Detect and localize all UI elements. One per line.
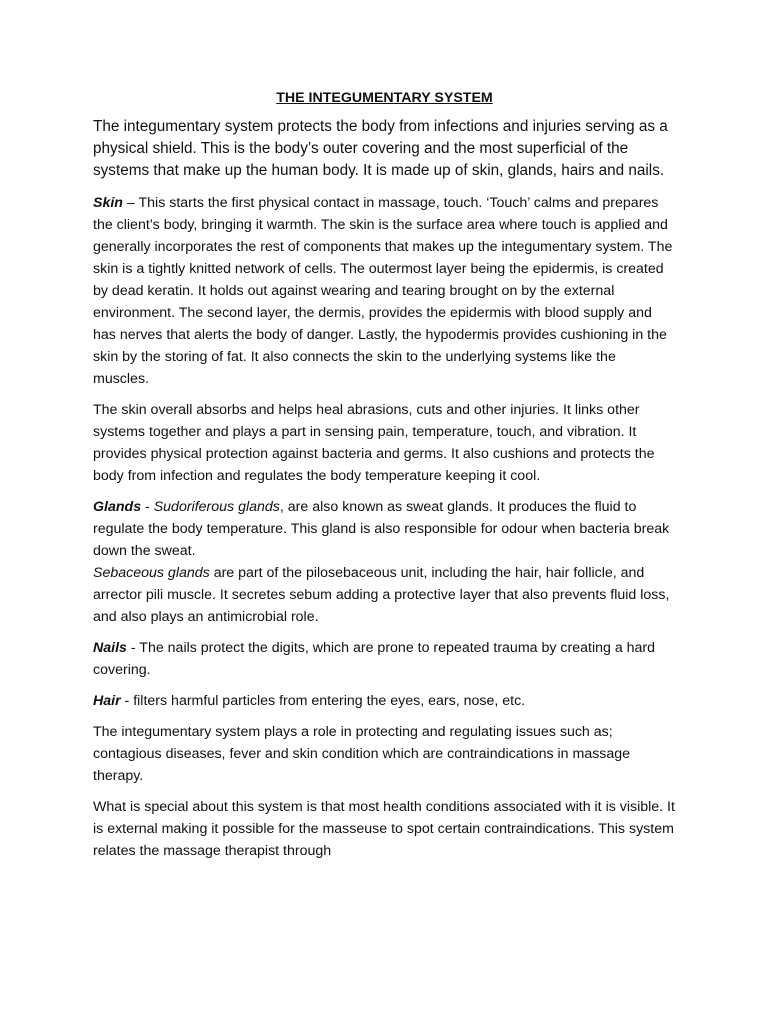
hair-term: Hair xyxy=(93,692,121,709)
sebaceous-term: Sebaceous glands xyxy=(93,564,210,581)
sebaceous-paragraph xyxy=(93,562,675,628)
glands-text: , are also known as sweat glands. It produces the fluid to regulate the body temperature. This gland is also responsible for odour when bacteria break down the sweat. xyxy=(93,498,670,559)
document-page xyxy=(93,88,675,871)
intro-paragraph: The integumentary system protects the body from infections and injuries serving as a physical shield. This is the body’s outer covering and the most superficial of the systems that make up the human body. It is made up of skin, glands, hairs and nails. xyxy=(93,118,668,180)
skin-text: – This starts the first physical contact in massage, touch. ‘Touch’ calms and prepares the client’s body, bringing it warmth. The skin is the surface area where touch is applied and generally incorporates the rest of components that makes up the integumentary system. The skin is a tightly knitted network of cells. The outermost layer being the epidermis, is created by dead keratin. It holds out against wearing and tearing brought on by the external environment. The second layer, the dermis, provides the epidermis with blood supply and has nerves that alerts the body of danger. Lastly, the hypodermis provides cushioning in the skin by the storing of fat. It also connects the skin to the underlying systems like the muscles. xyxy=(93,194,673,387)
nails-text: - The nails protect the digits, which are prone to repeated trauma by creating a hard covering. xyxy=(93,639,656,678)
hair-text: - filters harmful particles from entering the eyes, ears, nose, etc. xyxy=(120,692,526,709)
glands-paragraph xyxy=(93,496,675,562)
document-title: THE INTEGUMENTARY SYSTEM xyxy=(276,90,493,106)
skin-paragraph xyxy=(93,192,675,390)
special-paragraph: What is special about this system is that most health conditions associated with it is visible. It is external making it possible for the masseuse to spot certain contraindications. This system relates the massage therapist through xyxy=(93,798,675,859)
hair-paragraph xyxy=(93,690,675,712)
sebaceous-text: are part of the pilosebaceous unit, including the hair, hair follicle, and arrector pili muscle. It secretes sebum adding a protective layer that also prevents fluid loss, and also plays an antimicrobial role. xyxy=(93,564,670,625)
glands-dash: - xyxy=(141,498,154,515)
role-paragraph: The integumentary system plays a role in protecting and regulating issues such as; contagious diseases, fever and skin condition which are contraindications in massage therapy. xyxy=(93,723,631,784)
skin-overall-paragraph: The skin overall absorbs and helps heal abrasions, cuts and other injuries. It links other systems together and plays a part in sensing pain, temperature, touch, and vibration. It provides physical protection against bacteria and germs. It also cushions and protects the body from infection and regulates the body temperature keeping it cool. xyxy=(93,401,655,484)
nails-term: Nails xyxy=(93,639,127,656)
sudoriferous-term: Sudoriferous glands xyxy=(153,498,280,515)
nails-paragraph xyxy=(93,637,675,681)
glands-term: Glands xyxy=(93,498,142,515)
skin-term: Skin xyxy=(93,194,123,211)
